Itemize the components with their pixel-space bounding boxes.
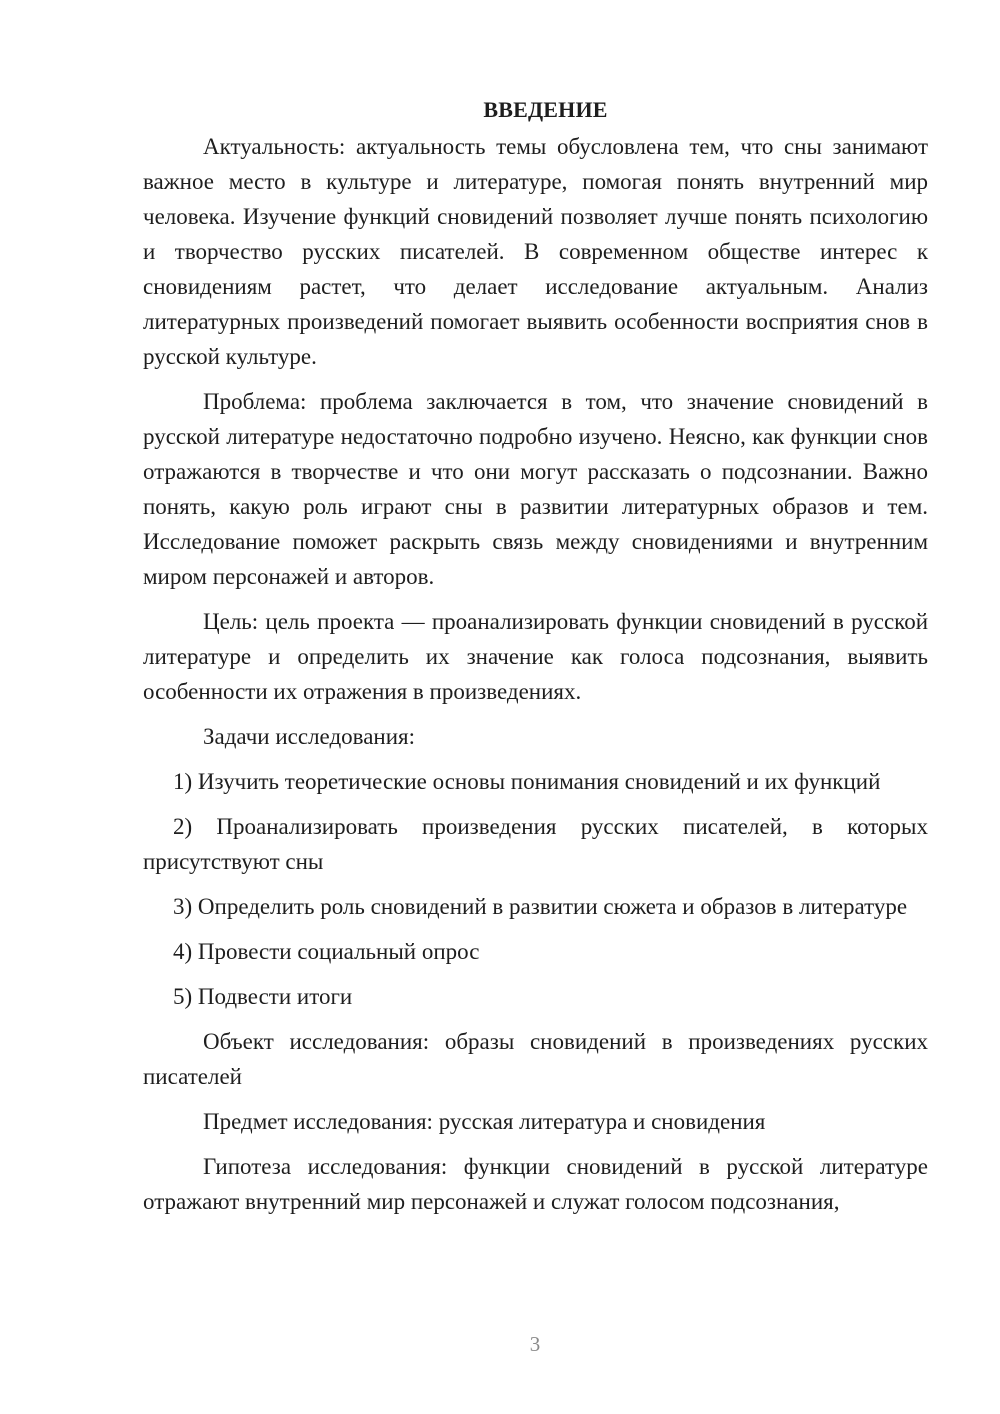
paragraph-goal: Цель: цель проекта — проанализировать функции сновидений в русской литературе и определить их значение как голоса подсознания, выявить особенности их отражения в произведениях.: [143, 609, 928, 704]
page-number: 3: [529, 1332, 541, 1356]
task-item-5: 5) Подвести итоги: [173, 984, 353, 1009]
tasks-title: Задачи исследования:: [203, 724, 416, 749]
task-item-1: 1) Изучить теоретические основы понимания сновидений и их функций: [173, 769, 881, 794]
page-content: [143, 92, 928, 1219]
section-heading: ВВЕДЕНИЕ: [483, 97, 608, 122]
paragraph-relevance: Актуальность: актуальность темы обусловлена тем, что сны занимают важное место в культуре и литературе, помогая понять внутренний мир человека. Изучение функций сновидений позволяет лучше понять психологию и творчество русских писателей. В современном обществе интерес к сновидениям растет, что делает исследование актуальным. Анализ литературных произведений помогает выявить особенности восприятия снов в русской культуре.: [143, 134, 928, 369]
paragraph-object: Объект исследования: образы сновидений в произведениях русских писателей: [143, 1029, 928, 1089]
task-item-3: 3) Определить роль сновидений в развитии сюжета и образов в литературе: [173, 894, 908, 919]
paragraph-subject: Предмет исследования: русская литература и сновидения: [203, 1109, 766, 1134]
task-item-2: 2) Проанализировать произведения русских писателей, в которых присутствуют сны: [143, 814, 928, 874]
task-item-4: 4) Провести социальный опрос: [173, 939, 480, 964]
paragraph-hypothesis: Гипотеза исследования: функции сновидений в русской литературе отражают внутренний мир персонажей и служат голосом подсознания,: [143, 1154, 928, 1214]
paragraph-problem: Проблема: проблема заключается в том, что значение сновидений в русской литературе недостаточно подробно изучено. Неясно, как функции снов отражаются в творчестве и что они могут рассказать о подсознании. Важно понять, какую роль играют сны в развитии литературных образов и тем. Исследование поможет раскрыть связь между сновидениями и внутренним миром персонажей и авторов.: [143, 389, 928, 589]
